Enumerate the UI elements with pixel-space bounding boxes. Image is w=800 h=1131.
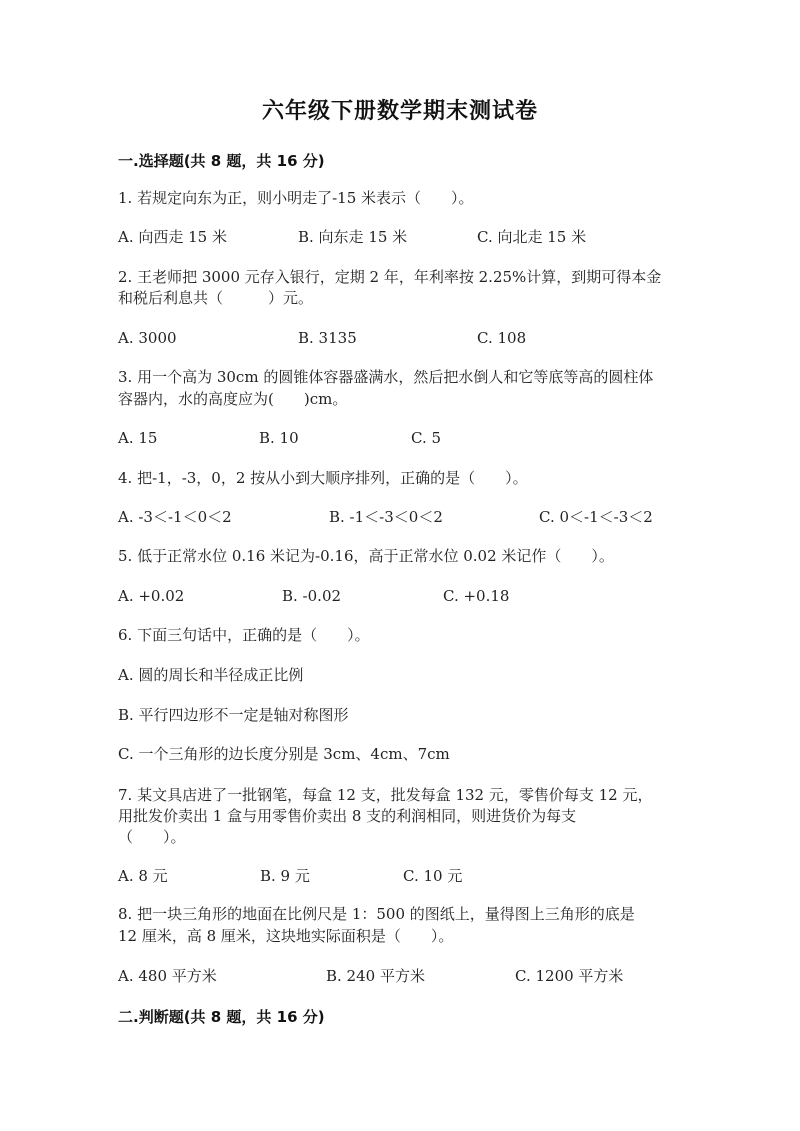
question-5-stem: 5. 低于正常水位 0.16 米记为-0.16，高于正常水位 0.02 米记作（ ）。 <box>118 547 614 565</box>
question-7-option-a: A. 8 元 <box>118 867 168 885</box>
question-7-stem-line2: 用批发价卖出 1 盒与用零售价卖出 8 支的利润相同，则进货价为每支 <box>118 807 577 825</box>
question-4-option-b: B. -1＜-3＜0＜2 <box>329 508 443 526</box>
question-2-option-a: A. 3000 <box>118 329 177 347</box>
question-3-option-b: B. 10 <box>259 429 299 447</box>
question-4-option-a: A. -3＜-1＜0＜2 <box>118 508 232 526</box>
question-5-option-a: A. +0.02 <box>118 587 185 605</box>
page-title: 六年级下册数学期末测试卷 <box>261 99 538 124</box>
question-6-option-a: A. 圆的周长和半径成正比例 <box>118 666 304 684</box>
question-6-stem: 6. 下面三句话中，正确的是（ ）。 <box>118 626 370 644</box>
question-3-option-a: A. 15 <box>118 429 158 447</box>
question-5-option-c: C. +0.18 <box>443 587 510 605</box>
question-2-stem-line1: 2. 王老师把 3000 元存入银行，定期 2 年，年利率按 2.25%计算，到期可得本金 <box>118 268 662 286</box>
question-3-stem-line1: 3. 用一个高为 30cm 的圆锥体容器盛满水，然后把水倒人和它等底等高的圆柱体 <box>118 368 654 386</box>
question-7-stem-line1: 7. 某文具店进了一批钢笔，每盒 12 支，批发每盒 132 元，零售价每支 12 元， <box>118 786 653 804</box>
question-8-option-a: A. 480 平方米 <box>118 967 217 985</box>
question-8-stem-line1: 8. 把一块三角形的地面在比例尺是 1：500 的图纸上，量得图上三角形的底是 <box>118 905 635 923</box>
question-5-option-b: B. -0.02 <box>282 587 342 605</box>
question-6-option-b: B. 平行四边形不一定是轴对称图形 <box>118 706 349 724</box>
question-4-stem: 4. 把-1，-3，0，2 按从小到大顺序排列，正确的是（ ）。 <box>118 469 528 487</box>
question-8-option-b: B. 240 平方米 <box>326 967 425 985</box>
question-1-option-a: A. 向西走 15 米 <box>118 228 227 246</box>
question-8-stem-line2: 12 厘米，高 8 厘米，这块地实际面积是（ ）。 <box>118 927 454 945</box>
question-7-stem-line3: （ ）。 <box>118 828 186 846</box>
question-1-option-b: B. 向东走 15 米 <box>298 228 408 246</box>
question-4-option-c: C. 0＜-1＜-3＜2 <box>539 508 653 526</box>
question-2-stem-line2: 和税后利息共（ ）元。 <box>118 289 314 307</box>
question-7-option-b: B. 9 元 <box>260 867 310 885</box>
question-1-option-c: C. 向北走 15 米 <box>477 228 587 246</box>
section-heading-judgment: 二.判断题(共 8 题，共 16 分) <box>118 1008 325 1026</box>
question-7-option-c: C. 10 元 <box>403 867 463 885</box>
question-6-option-c: C. 一个三角形的边长度分别是 3cm、4cm、7cm <box>118 745 450 763</box>
question-1-stem: 1. 若规定向东为正，则小明走了-15 米表示（ ）。 <box>118 189 474 207</box>
question-3-stem-line2: 容器内，水的高度应为( )cm。 <box>118 390 348 408</box>
question-2-option-c: C. 108 <box>477 329 527 347</box>
question-3-option-c: C. 5 <box>411 429 442 447</box>
question-2-option-b: B. 3135 <box>298 329 357 347</box>
question-8-option-c: C. 1200 平方米 <box>515 967 624 985</box>
section-heading-choice: 一.选择题(共 8 题，共 16 分) <box>118 152 325 170</box>
